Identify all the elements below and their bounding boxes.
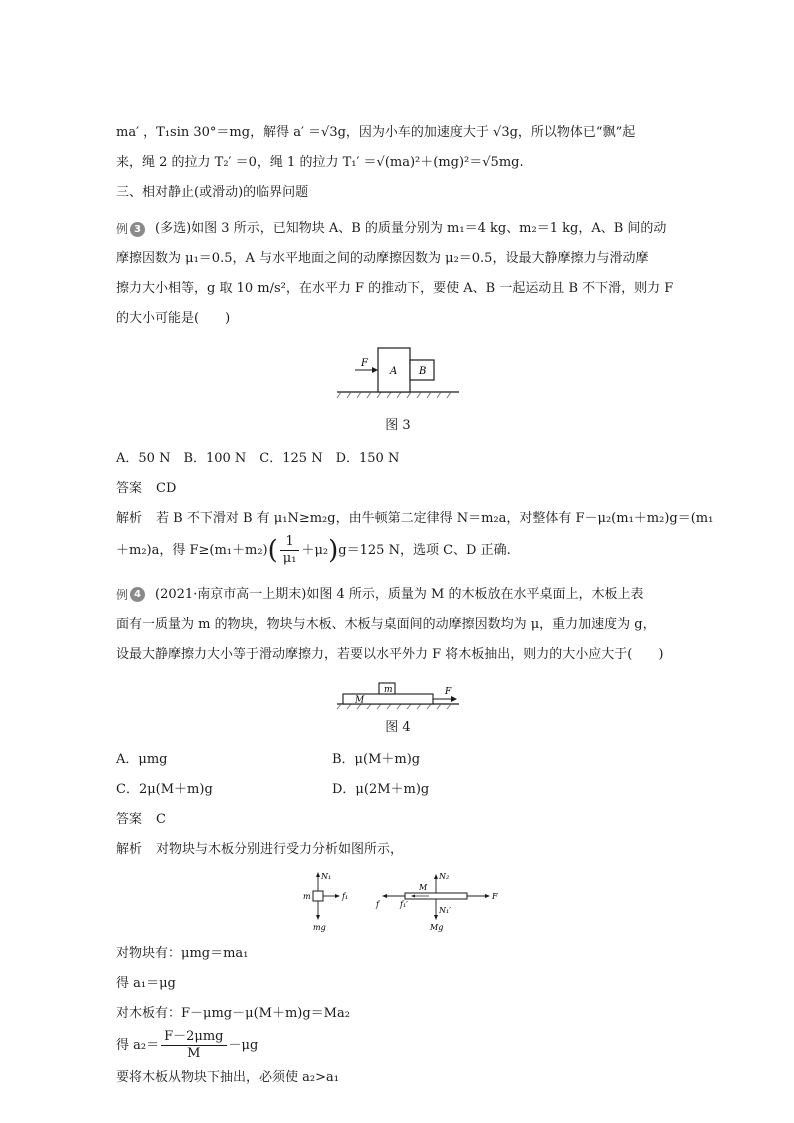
arrowhead xyxy=(434,915,438,920)
example-3 xyxy=(116,214,680,244)
solution-step-a2 xyxy=(116,1029,680,1063)
force-arrowhead xyxy=(451,696,457,702)
fbd-label: N₁ xyxy=(321,872,332,881)
example-3-analysis-line-2 xyxy=(116,534,680,568)
example-3-analysis-line-1 xyxy=(116,504,714,534)
analysis-text: 对物块与木板分别进行受力分析如图所示， xyxy=(156,842,404,857)
arrowhead xyxy=(485,894,490,898)
example-4-answer xyxy=(116,805,680,835)
example-label-text: 例 xyxy=(116,587,129,602)
block-a-label: A xyxy=(390,366,398,377)
intro-line-1: ma′ ，T₁sin 30°＝mg，解得 a′ ＝√3g，因为小车的加速度大于 √3g，所以物体已“飘”起 xyxy=(116,125,636,140)
question-line: 擦力大小相等，g 取 10 m/s²，在水平力 F 的推动下，要使 A、B 一起运动且 B 不下滑，则力 F xyxy=(116,281,674,296)
fraction-numerator: 1 xyxy=(280,534,300,551)
solution-step: 得 a₁＝μg xyxy=(116,976,176,991)
block-m-label: m xyxy=(384,684,393,695)
answer-tag: 答案 xyxy=(116,480,143,496)
analysis-text: ＋μ₂ xyxy=(301,542,329,558)
question-line: 面有一质量为 m 的物块，物块与木板、木板与桌面间的动摩擦因数均为 μ，重力加速度为 g， xyxy=(116,616,656,632)
option-c: C．2μ(M＋m)g xyxy=(116,782,213,797)
ground-hatch xyxy=(337,392,451,398)
intro-line-2: 来，绳 2 的拉力 T₂′ ＝0，绳 1 的拉力 T₁′ ＝√(ma)²＋(mg)²＝√5mg. xyxy=(116,155,524,170)
force-label: F xyxy=(361,358,368,369)
question-line: (多选)如图 3 所示，已知物块 A、B 的质量分别为 m₁＝4 kg、m₂＝1 kg，A、B 间的动 xyxy=(155,221,667,236)
analysis-tag: 解析 xyxy=(116,510,143,526)
fbd-label: M xyxy=(419,883,428,892)
answer-value: CD xyxy=(156,480,177,496)
example-3-answer xyxy=(116,474,680,504)
left-paren: ( xyxy=(267,535,278,565)
answer-value: C xyxy=(156,812,166,827)
fraction xyxy=(161,1029,226,1062)
analysis-text: ＋m₂)a，得 F≥(m₁＋m₂) xyxy=(116,542,268,558)
fbd-label: N₁′ xyxy=(439,906,452,915)
fbd-label: f₁ xyxy=(342,892,349,901)
figure-4-caption: 图 4 xyxy=(385,719,411,735)
force-arrowhead xyxy=(372,367,378,373)
example-4-options-row-2 xyxy=(116,775,680,805)
analysis-tag: 解析 xyxy=(116,842,143,857)
arrowhead xyxy=(382,894,387,898)
question-line: 摩擦因数为 μ₁＝0.5，A 与水平地面之间的动摩擦因数为 μ₂＝0.5，设最大静摩擦力与滑动摩 xyxy=(116,251,649,266)
fbd-label: mg xyxy=(313,923,326,932)
question-line: 的大小可能是( ) xyxy=(116,311,231,326)
figure-3-caption: 图 3 xyxy=(385,418,411,433)
example-number-badge: 4 xyxy=(130,587,145,602)
example-4-options-row-1 xyxy=(116,745,680,775)
free-body-diagram xyxy=(293,869,503,935)
example-4-analysis-intro xyxy=(116,835,680,865)
solution-conclusion: 要将木板从物块下抽出，必须使 a₂>a₁ xyxy=(116,1070,339,1085)
question-line: 设最大静摩擦力大小等于滑动摩擦力，若要以水平外力 F 将木板抽出，则力的大小应大于( ) xyxy=(116,646,664,662)
analysis-text: g＝125 N，选项 C、D 正确. xyxy=(338,542,511,558)
solution-step: 对木板有：F－μmg－μ(M＋m)g＝Ma₂ xyxy=(116,1006,350,1021)
arrowhead xyxy=(316,915,320,920)
figure-4-diagram xyxy=(333,676,463,712)
example-label-text: 例 xyxy=(116,222,129,236)
fbd-label: f₁′ xyxy=(400,900,408,909)
example-3-label xyxy=(116,220,145,238)
figure-3-diagram xyxy=(333,344,463,410)
fbd-label: f xyxy=(376,900,379,909)
fraction xyxy=(280,534,300,567)
section-heading: 三、相对静止(或滑动)的临界问题 xyxy=(116,185,309,200)
fbd-label: N₂ xyxy=(439,872,450,881)
analysis-text: 若 B 不下滑对 B 有 μ₁N≥m₂g，由牛顿第二定律得 N＝m₂a，对整体有 F－μ₂(m₁＋m₂)g＝(m₁ xyxy=(156,510,714,526)
option-a: A．μmg xyxy=(116,752,168,767)
arrowhead xyxy=(335,894,340,898)
board-M-label: M xyxy=(355,695,365,705)
option-b: B．μ(M＋m)g xyxy=(332,752,421,767)
force-label: F xyxy=(445,686,452,697)
fraction-denominator: μ₁ xyxy=(282,550,297,566)
block-b-label: B xyxy=(419,366,427,377)
example-4-question xyxy=(155,580,680,610)
fraction-denominator: M xyxy=(187,1046,201,1061)
solution-step: 对物块有：μmg＝ma₁ xyxy=(116,946,249,961)
arrowhead xyxy=(434,874,438,879)
example-3-question xyxy=(155,214,680,244)
option-d: D．μ(2M＋m)g xyxy=(332,782,430,797)
arrowhead xyxy=(316,872,320,877)
example-3-options: A．50 N B．100 N C．125 N D．150 N xyxy=(116,450,400,466)
solution-text: 得 a₂＝ xyxy=(116,1038,160,1053)
fbd-label: Mg xyxy=(430,923,444,932)
fbd-label: m xyxy=(303,892,311,901)
answer-tag: 答案 xyxy=(116,812,143,827)
example-4 xyxy=(116,580,680,610)
document-page xyxy=(116,118,714,1093)
example-4-label xyxy=(116,586,145,604)
question-line: (2021·南京市高一上期末)如图 4 所示，质量为 M 的木板放在水平桌面上，木板上表 xyxy=(155,586,644,602)
fbd-label: F xyxy=(492,892,498,901)
right-paren: ) xyxy=(328,535,339,565)
example-number-badge: 3 xyxy=(130,222,145,237)
solution-text: －μg xyxy=(228,1038,259,1053)
fbd-block-m xyxy=(313,891,323,901)
fraction-numerator: F－2μmg xyxy=(161,1029,226,1046)
